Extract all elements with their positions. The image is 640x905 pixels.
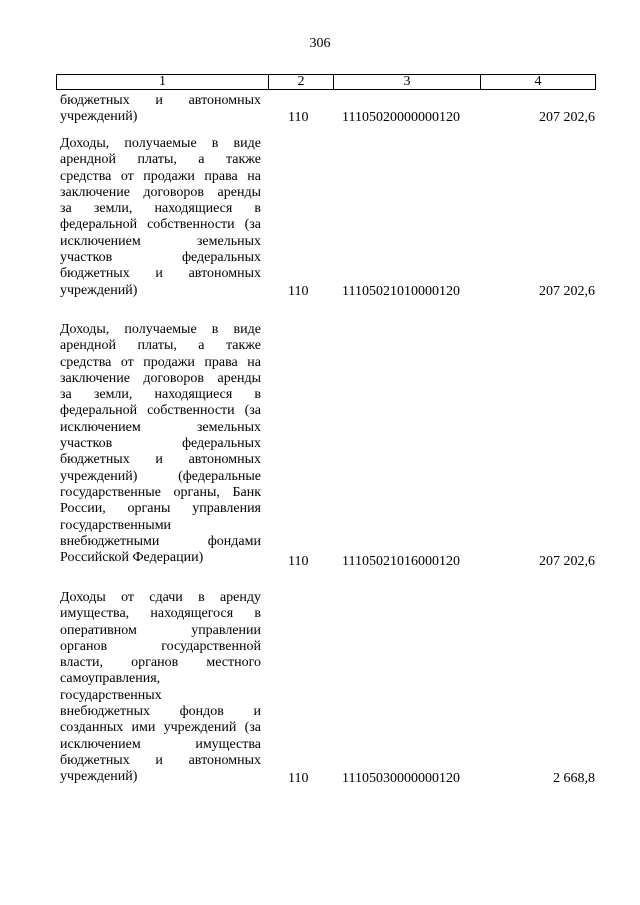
row-description <box>60 136 261 299</box>
row-code: 110 <box>288 284 309 299</box>
row-kbk: 11105021010000120 <box>342 284 460 299</box>
description-line: исключением земельных <box>60 419 261 435</box>
description-line: имущества, находящегося в <box>60 606 261 622</box>
description-line: государственные органы, Банк <box>60 484 261 500</box>
row-kbk: 11105020000000120 <box>342 110 460 125</box>
description-line: средства от продажи права на <box>60 354 261 370</box>
table-header <box>56 74 596 90</box>
description-line: учреждений) <box>60 109 138 125</box>
description-line: арендной платы, а также <box>60 152 261 168</box>
row-description <box>60 590 261 786</box>
row-kbk: 11105021016000120 <box>342 554 460 569</box>
row-code: 110 <box>288 771 309 786</box>
description-line: бюджетных и автономных <box>60 93 261 108</box>
description-line: самоуправления, <box>60 671 161 687</box>
description-line: оперативном управлении <box>60 622 261 638</box>
row-code: 110 <box>288 110 309 125</box>
description-line: учреждений) (федеральные <box>60 468 261 484</box>
description-line: за земли, находящиеся в <box>60 387 261 403</box>
description-line: органов государственной <box>60 638 261 654</box>
description-line: федеральной собственности (за <box>60 217 261 233</box>
description-line: Российской Федерации) <box>60 550 204 566</box>
row-sum: 207 202,6 <box>539 284 595 299</box>
header-col-1: 1 <box>57 75 269 89</box>
row-sum: 207 202,6 <box>539 110 595 125</box>
description-line: государственными <box>60 517 172 533</box>
description-line: средства от продажи права на <box>60 168 261 184</box>
description-line: государственных <box>60 687 162 703</box>
description-line: учреждений) <box>60 282 138 298</box>
description-line: арендной платы, а также <box>60 338 261 354</box>
description-line: исключением земельных <box>60 233 261 249</box>
description-line: за земли, находящиеся в <box>60 201 261 217</box>
description-line: внебюджетных фондов и <box>60 704 261 720</box>
row-kbk: 11105030000000120 <box>342 771 460 786</box>
row-code: 110 <box>288 554 309 569</box>
description-line: бюджетных и автономных <box>60 452 261 468</box>
description-line: Доходы от сдачи в аренду <box>60 590 261 605</box>
description-line: федеральной собственности (за <box>60 403 261 419</box>
header-col-2: 2 <box>269 75 334 89</box>
row-sum: 207 202,6 <box>539 554 595 569</box>
table-body <box>0 92 640 800</box>
description-line: исключением имущества <box>60 736 261 752</box>
header-col-3: 3 <box>334 75 481 89</box>
row-description <box>60 93 261 126</box>
description-line: участков федеральных <box>60 250 261 266</box>
header-col-4: 4 <box>534 74 542 89</box>
page-number: 306 <box>309 36 331 51</box>
description-line: внебюджетными фондами <box>60 533 261 549</box>
description-line: заключение договоров аренды <box>60 184 261 200</box>
row-sum: 2 668,8 <box>553 771 595 786</box>
description-line: власти, органов местного <box>60 655 261 671</box>
description-line: бюджетных и автономных <box>60 266 261 282</box>
description-line: участков федеральных <box>60 436 261 452</box>
description-line: Доходы, получаемые в виде <box>60 322 261 337</box>
table-row <box>0 136 640 316</box>
row-description <box>60 322 261 566</box>
description-line: созданных ими учреждений (за <box>60 720 261 736</box>
description-line: учреждений) <box>60 769 138 785</box>
description-line: заключение договоров аренды <box>60 370 261 386</box>
description-line: России, органы управления <box>60 501 261 517</box>
description-line: бюджетных и автономных <box>60 752 261 768</box>
description-line: Доходы, получаемые в виде <box>60 136 261 151</box>
table-row <box>0 590 640 800</box>
table-row <box>0 92 640 126</box>
table-row <box>0 322 640 584</box>
